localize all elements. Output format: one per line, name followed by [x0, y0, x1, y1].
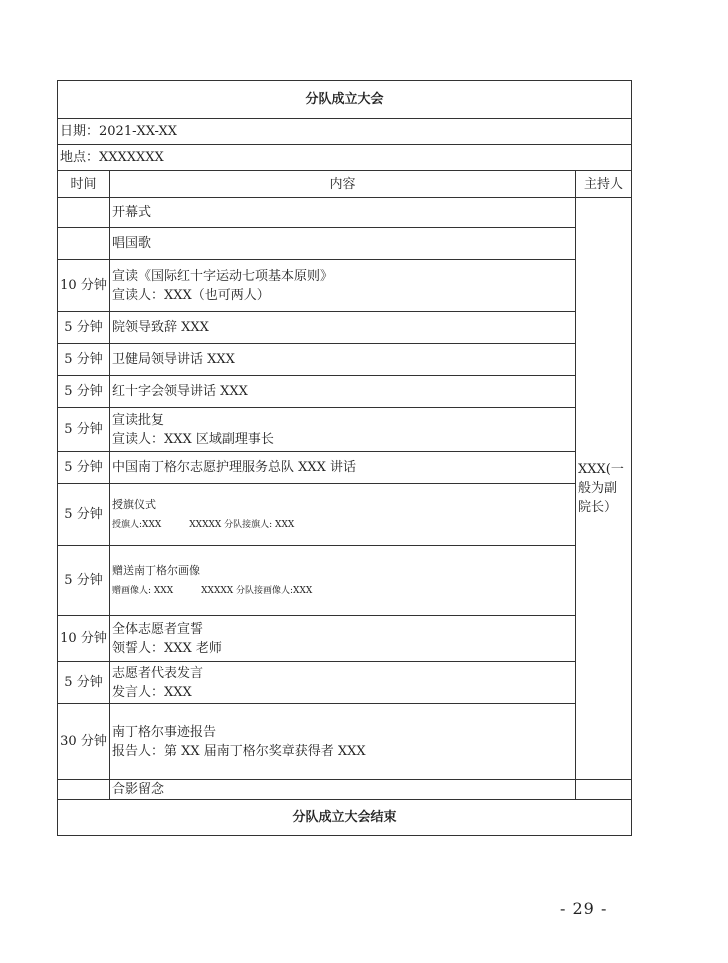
content-line: 宣读批复	[112, 412, 165, 428]
table-row	[58, 408, 632, 452]
header-host: 主持人	[576, 171, 632, 198]
table-row	[58, 344, 632, 376]
content-line: 宣读《国际红十字运动七项基本原则》	[112, 268, 334, 284]
time-cell	[58, 780, 110, 800]
small-line	[112, 586, 312, 596]
portrait-giver: 赠画像人: XXX	[112, 585, 174, 596]
time-cell: 5 分钟	[58, 662, 110, 704]
content-cell	[110, 662, 576, 704]
time-cell: 5 分钟	[58, 546, 110, 616]
host-cell: XXX(一般为副院长）	[576, 198, 632, 780]
time-cell: 5 分钟	[58, 376, 110, 408]
content-cell	[110, 452, 576, 484]
content-line: 红十字会领导讲话 XXX	[112, 384, 248, 399]
content-line: 志愿者代表发言	[112, 665, 204, 681]
content-cell	[110, 704, 576, 780]
content-line: 全体志愿者宣誓	[112, 621, 204, 637]
host-cell-empty	[576, 780, 632, 800]
content-cell	[110, 780, 576, 800]
table-row	[58, 780, 632, 800]
header-time: 时间	[58, 171, 110, 198]
header-content: 内容	[110, 171, 576, 198]
content-cell	[110, 198, 576, 228]
table-row	[58, 704, 632, 780]
table-row	[58, 228, 632, 260]
content-line: 中国南丁格尔志愿护理服务总队 XXX 讲话	[112, 460, 357, 475]
content-cell	[110, 228, 576, 260]
portrait-receiver: XXXXX 分队接画像人:XXX	[201, 585, 313, 596]
content-cell	[110, 344, 576, 376]
table-row	[58, 312, 632, 344]
content-line: 卫健局领导讲话 XXX	[112, 352, 235, 367]
table-row	[58, 662, 632, 704]
table-row	[58, 452, 632, 484]
table-row	[58, 376, 632, 408]
time-cell: 10 分钟	[58, 260, 110, 312]
time-cell: 10 分钟	[58, 616, 110, 662]
content-line: 宣读人：XXX（也可两人）	[112, 287, 270, 303]
page-number: - 29 -	[560, 899, 608, 918]
table-row	[58, 484, 632, 546]
content-line: 宣读人：XXX 区域副理事长	[112, 431, 274, 447]
content-line: 唱国歌	[112, 236, 152, 251]
time-cell: 5 分钟	[58, 484, 110, 546]
content-line: 报告人：第 XX 届南丁格尔奖章获得者 XXX	[112, 743, 366, 759]
table-row	[58, 260, 632, 312]
table-row	[58, 198, 632, 228]
content-cell	[110, 408, 576, 452]
content-line: 南丁格尔事迹报告	[112, 724, 217, 740]
small-line	[112, 520, 294, 530]
content-cell	[110, 616, 576, 662]
time-cell: 5 分钟	[58, 408, 110, 452]
table-row	[58, 616, 632, 662]
content-line: 院领导致辞 XXX	[112, 320, 209, 335]
time-cell: 30 分钟	[58, 704, 110, 780]
location-line: 地点：XXXXXXX	[58, 145, 632, 171]
schedule-table	[57, 80, 632, 836]
content-cell	[110, 376, 576, 408]
table-row	[58, 546, 632, 616]
time-cell: 5 分钟	[58, 452, 110, 484]
time-cell	[58, 198, 110, 228]
time-cell: 5 分钟	[58, 312, 110, 344]
content-line: 合影留念	[112, 782, 165, 797]
time-cell	[58, 228, 110, 260]
content-line: 领誓人：XXX 老师	[112, 640, 222, 656]
content-cell	[110, 546, 576, 616]
content-line: 授旗仪式	[112, 497, 156, 511]
content-line: 发言人：XXX	[112, 684, 192, 700]
content-line: 赠送南丁格尔画像	[112, 563, 200, 577]
flag-giver: 授旗人:XXX	[112, 519, 162, 530]
content-cell	[110, 260, 576, 312]
closing-title: 分队成立大会结束	[58, 800, 632, 836]
content-cell	[110, 312, 576, 344]
content-line: 开幕式	[112, 205, 152, 220]
table-title: 分队成立大会	[58, 81, 632, 119]
content-cell	[110, 484, 576, 546]
date-line: 日期：2021-XX-XX	[58, 119, 632, 145]
flag-receiver: XXXXX 分队接旗人: XXX	[189, 519, 295, 530]
time-cell: 5 分钟	[58, 344, 110, 376]
